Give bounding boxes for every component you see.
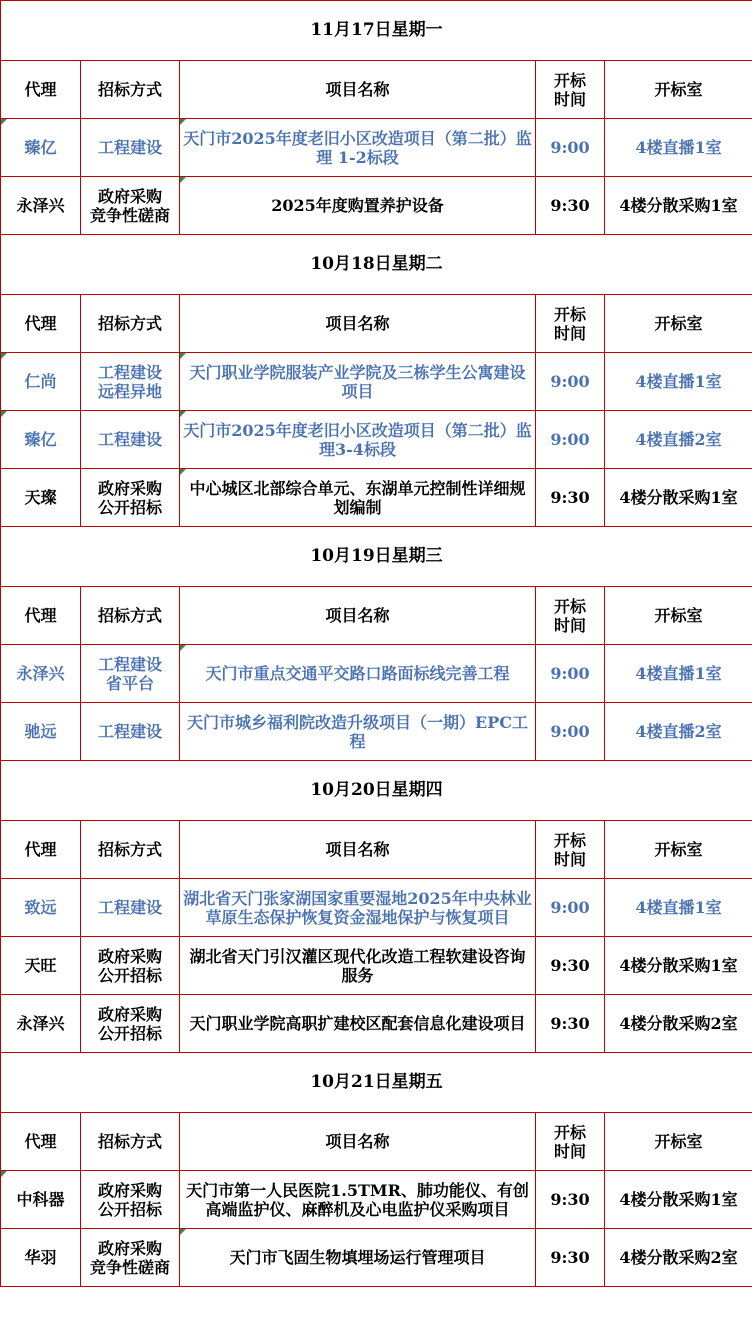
column-header-method: 招标方式 [81, 821, 180, 879]
column-header-room: 开标室 [605, 821, 752, 879]
day-header-row [1, 1, 752, 61]
column-header-room: 开标室 [605, 1113, 752, 1171]
method-cell: 政府采购 公开招标 [81, 937, 180, 995]
column-header-room: 开标室 [605, 587, 752, 645]
column-header-method: 招标方式 [81, 587, 180, 645]
column-header-project: 项目名称 [180, 61, 536, 119]
time-cell: 9:00 [536, 879, 605, 937]
table-row [1, 1171, 752, 1229]
column-header-method: 招标方式 [81, 295, 180, 353]
time-cell: 9:30 [536, 469, 605, 527]
column-header-room: 开标室 [605, 295, 752, 353]
time-cell: 9:30 [536, 995, 605, 1053]
column-header-time: 开标 时间 [536, 61, 605, 119]
project-cell: 天门市2025年度老旧小区改造项目（第二批）监理3-4标段 [180, 411, 536, 469]
day-header: 11月17日星期一 [1, 1, 752, 61]
room-cell: 4楼分散采购2室 [605, 995, 752, 1053]
column-header-room: 开标室 [605, 61, 752, 119]
time-cell: 9:00 [536, 119, 605, 177]
time-cell: 9:00 [536, 411, 605, 469]
room-cell: 4楼直播1室 [605, 645, 752, 703]
table-row [1, 1229, 752, 1287]
project-cell: 天门市重点交通平交路口路面标线完善工程 [180, 645, 536, 703]
column-header-project: 项目名称 [180, 821, 536, 879]
day-header-row [1, 235, 752, 295]
agent-cell: 中科器 [1, 1171, 81, 1229]
column-header-row [1, 1113, 752, 1171]
schedule-body [1, 1, 752, 1287]
column-header-agent: 代理 [1, 1113, 81, 1171]
method-cell: 工程建设 省平台 [81, 645, 180, 703]
agent-cell: 臻亿 [1, 411, 81, 469]
time-cell: 9:30 [536, 1171, 605, 1229]
column-header-project: 项目名称 [180, 1113, 536, 1171]
table-row [1, 469, 752, 527]
agent-cell: 天旺 [1, 937, 81, 995]
column-header-row [1, 295, 752, 353]
column-header-row [1, 587, 752, 645]
room-cell: 4楼分散采购1室 [605, 937, 752, 995]
column-header-agent: 代理 [1, 61, 81, 119]
agent-cell: 臻亿 [1, 119, 81, 177]
day-header-row [1, 761, 752, 821]
column-header-method: 招标方式 [81, 1113, 180, 1171]
day-header-row [1, 527, 752, 587]
time-cell: 9:00 [536, 645, 605, 703]
agent-cell: 致远 [1, 879, 81, 937]
table-row [1, 937, 752, 995]
agent-cell: 永泽兴 [1, 645, 81, 703]
day-header: 10月21日星期五 [1, 1053, 752, 1113]
table-row [1, 411, 752, 469]
column-header-project: 项目名称 [180, 587, 536, 645]
room-cell: 4楼分散采购1室 [605, 177, 752, 235]
project-cell: 2025年度购置养护设备 [180, 177, 536, 235]
table-row [1, 995, 752, 1053]
method-cell: 政府采购 公开招标 [81, 1171, 180, 1229]
project-cell: 湖北省天门引汉灌区现代化改造工程软建设咨询服务 [180, 937, 536, 995]
day-header: 10月20日星期四 [1, 761, 752, 821]
day-header-row [1, 1053, 752, 1113]
room-cell: 4楼直播1室 [605, 879, 752, 937]
project-cell: 天门职业学院高职扩建校区配套信息化建设项目 [180, 995, 536, 1053]
method-cell: 政府采购 竞争性磋商 [81, 177, 180, 235]
column-header-method: 招标方式 [81, 61, 180, 119]
project-cell: 天门市飞固生物填埋场运行管理项目 [180, 1229, 536, 1287]
column-header-row [1, 821, 752, 879]
room-cell: 4楼直播1室 [605, 353, 752, 411]
time-cell: 9:00 [536, 353, 605, 411]
table-row [1, 353, 752, 411]
room-cell: 4楼直播2室 [605, 703, 752, 761]
project-cell: 湖北省天门张家湖国家重要湿地2025年中央林业草原生态保护恢复资金湿地保护与恢复项目 [180, 879, 536, 937]
table-row [1, 645, 752, 703]
column-header-agent: 代理 [1, 587, 81, 645]
method-cell: 工程建设 [81, 411, 180, 469]
room-cell: 4楼分散采购2室 [605, 1229, 752, 1287]
agent-cell: 天璨 [1, 469, 81, 527]
method-cell: 工程建设 远程异地 [81, 353, 180, 411]
room-cell: 4楼直播1室 [605, 119, 752, 177]
project-cell: 天门市2025年度老旧小区改造项目（第二批）监理 1-2标段 [180, 119, 536, 177]
column-header-time: 开标 时间 [536, 587, 605, 645]
time-cell: 9:30 [536, 1229, 605, 1287]
project-cell: 中心城区北部综合单元、东湖单元控制性详细规划编制 [180, 469, 536, 527]
agent-cell: 驰远 [1, 703, 81, 761]
agent-cell: 仁尚 [1, 353, 81, 411]
time-cell: 9:30 [536, 937, 605, 995]
column-header-time: 开标 时间 [536, 295, 605, 353]
method-cell: 政府采购 公开招标 [81, 995, 180, 1053]
method-cell: 工程建设 [81, 703, 180, 761]
time-cell: 9:00 [536, 703, 605, 761]
method-cell: 工程建设 [81, 119, 180, 177]
table-row [1, 703, 752, 761]
day-header: 10月19日星期三 [1, 527, 752, 587]
method-cell: 政府采购 竞争性磋商 [81, 1229, 180, 1287]
method-cell: 工程建设 [81, 879, 180, 937]
table-row [1, 119, 752, 177]
column-header-agent: 代理 [1, 295, 81, 353]
project-cell: 天门市第一人民医院1.5TMR、肺功能仪、有创高端监护仪、麻醉机及心电监护仪采购项目 [180, 1171, 536, 1229]
column-header-agent: 代理 [1, 821, 81, 879]
day-header: 10月18日星期二 [1, 235, 752, 295]
agent-cell: 华羽 [1, 1229, 81, 1287]
agent-cell: 永泽兴 [1, 995, 81, 1053]
agent-cell: 永泽兴 [1, 177, 81, 235]
table-row [1, 177, 752, 235]
column-header-time: 开标 时间 [536, 1113, 605, 1171]
column-header-time: 开标 时间 [536, 821, 605, 879]
project-cell: 天门职业学院服装产业学院及三栋学生公寓建设项目 [180, 353, 536, 411]
room-cell: 4楼分散采购1室 [605, 469, 752, 527]
room-cell: 4楼直播2室 [605, 411, 752, 469]
table-row [1, 879, 752, 937]
column-header-project: 项目名称 [180, 295, 536, 353]
column-header-row [1, 61, 752, 119]
time-cell: 9:30 [536, 177, 605, 235]
project-cell: 天门市城乡福利院改造升级项目（一期）EPC工程 [180, 703, 536, 761]
room-cell: 4楼分散采购1室 [605, 1171, 752, 1229]
method-cell: 政府采购 公开招标 [81, 469, 180, 527]
